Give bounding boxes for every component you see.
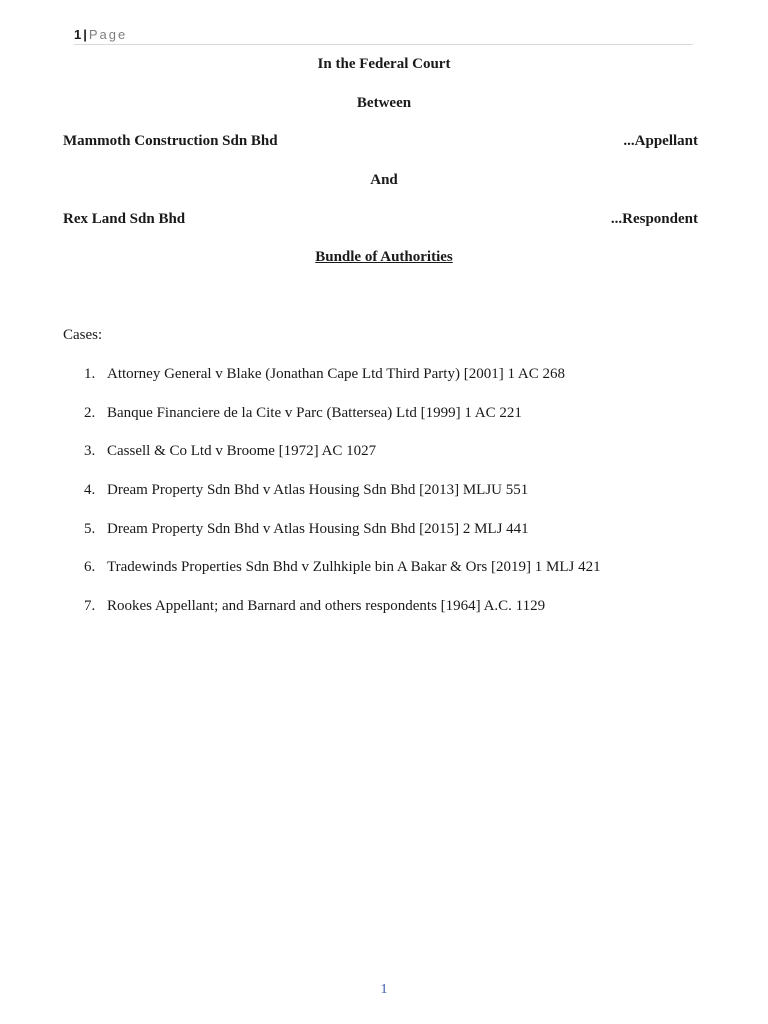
case-number: 4. <box>84 482 96 499</box>
footer-page-number: 1 <box>380 982 388 997</box>
case-citation: Banque Financiere de la Cite v Parc (Battersea) Ltd [1999] 1 AC 221 <box>107 404 522 421</box>
case-number: 1. <box>84 366 96 382</box>
header-page-number: 1 <box>74 27 82 42</box>
case-citation: Cassell & Co Ltd v Broome [1972] AC 1027 <box>107 443 377 460</box>
case-citation: Attorney General v Blake (Jonathan Cape Ltd Third Party) [2001] 1 AC 268 <box>107 366 565 382</box>
case-number: 5. <box>84 520 96 537</box>
case-number: 6. <box>84 559 96 576</box>
cases-label: Cases: <box>63 327 103 343</box>
case-number: 7. <box>84 598 96 615</box>
page-header <box>74 26 693 45</box>
appellant-name: Mammoth Construction Sdn Bhd <box>63 133 278 149</box>
case-number: 2. <box>84 404 96 421</box>
respondent-name: Rex Land Sdn Bhd <box>63 211 186 227</box>
appellant-role: ...Appellant <box>623 133 698 149</box>
header-page-label: Page <box>88 27 128 42</box>
document-title <box>0 247 768 267</box>
and-label: And <box>370 172 398 188</box>
document-title-text: Bundle of Authorities <box>315 249 453 265</box>
case-number: 3. <box>84 443 96 460</box>
case-citation: Dream Property Sdn Bhd v Atlas Housing Sdn Bhd [2013] MLJU 551 <box>107 482 529 499</box>
between-label: Between <box>356 95 412 111</box>
case-citation: Dream Property Sdn Bhd v Atlas Housing Sdn Bhd [2015] 2 MLJ 441 <box>107 520 529 537</box>
header-separator: | <box>83 27 87 42</box>
case-citation: Tradewinds Properties Sdn Bhd v Zulhkiple bin A Bakar & Ors [2019] 1 MLJ 421 <box>107 559 601 576</box>
court-heading: In the Federal Court <box>317 56 451 72</box>
case-citation: Rookes Appellant; and Barnard and others respondents [1964] A.C. 1129 <box>107 598 546 615</box>
respondent-role: ...Respondent <box>610 211 698 227</box>
